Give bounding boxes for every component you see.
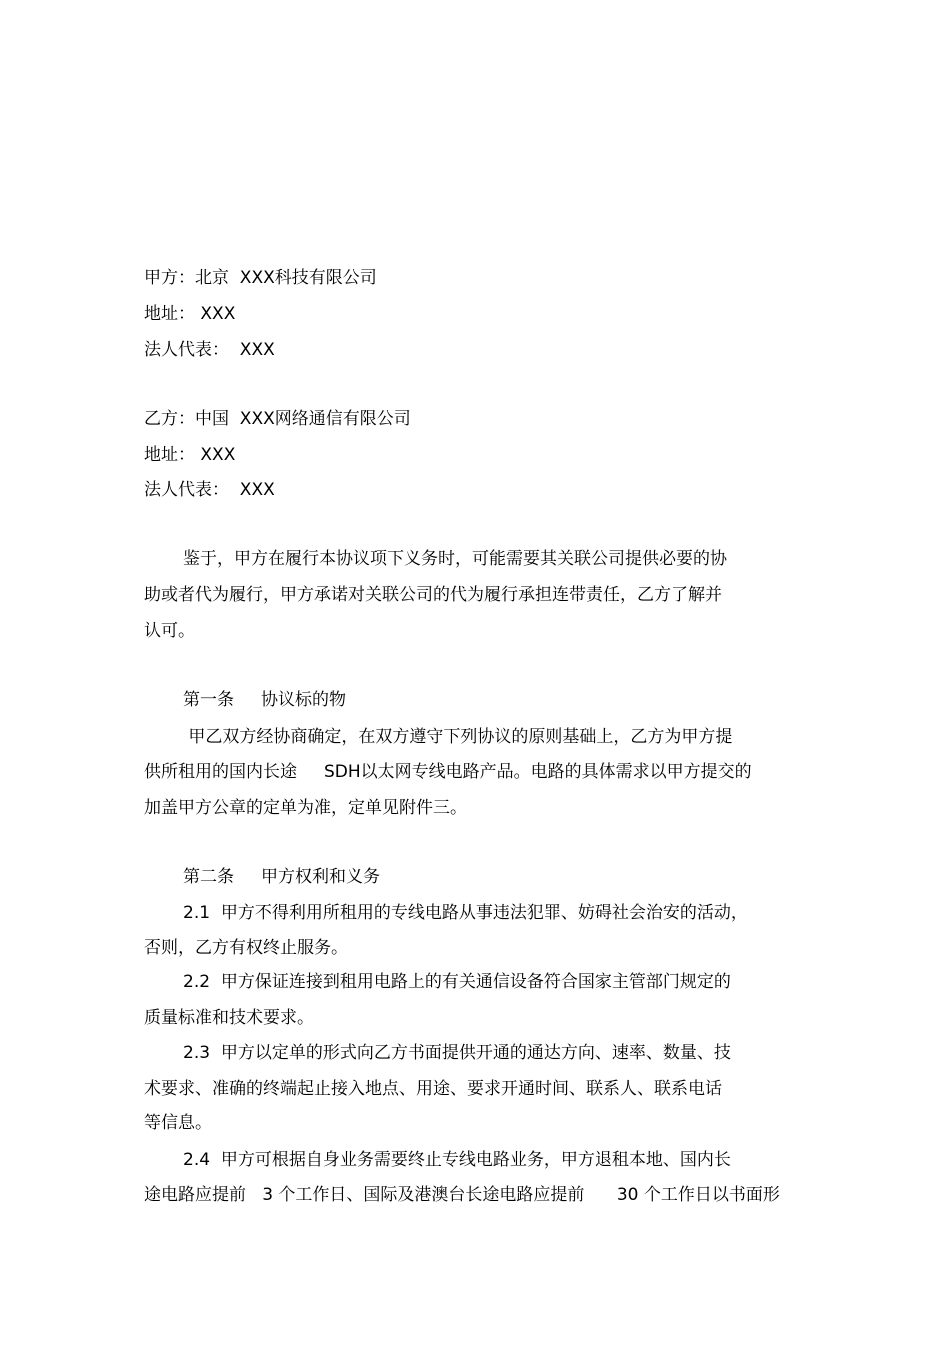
party-b-rep: 法人代表： XXX: [144, 480, 275, 500]
preamble-line: 认可。: [144, 621, 195, 641]
article1-line: 甲乙双方经协商确定，在双方遵守下列协议的原则基础上，乙方为甲方提: [183, 727, 733, 747]
article1-line: 供所租用的国内长途 SDH以太网专线电路产品。电路的具体需求以甲方提交的: [144, 762, 752, 782]
clause-2-1: 2.1 甲方不得利用所租用的专线电路从事违法犯罪、妨碍社会治安的活动，: [183, 903, 748, 923]
party-b-address: 地址： XXX: [144, 445, 236, 465]
party-a-address: 地址： XXX: [144, 304, 236, 324]
clause-2-3: 2.3 甲方以定单的形式向乙方书面提供开通的通达方向、速率、数量、技: [183, 1043, 731, 1063]
party-a-name: 甲方：北京 XXX科技有限公司: [144, 268, 377, 288]
clause-2-2: 2.2 甲方保证连接到租用电路上的有关通信设备符合国家主管部门规定的: [183, 972, 731, 992]
preamble-line: 鉴于，甲方在履行本协议项下义务时，可能需要其关联公司提供必要的协: [183, 549, 727, 569]
article2-heading: 第二条 甲方权利和义务: [183, 867, 381, 887]
clause-2-2-cont: 质量标准和技术要求。: [144, 1008, 314, 1028]
article1-line: 加盖甲方公章的定单为准，定单见附件三。: [144, 798, 467, 818]
preamble-line: 助或者代为履行，甲方承诺对关联公司的代为履行承担连带责任，乙方了解并: [144, 585, 722, 605]
party-b-name: 乙方：中国 XXX网络通信有限公司: [144, 409, 411, 429]
clause-2-3-cont: 等信息。: [144, 1113, 212, 1133]
party-a-rep: 法人代表： XXX: [144, 340, 275, 360]
clause-2-4-cont: 途电路应提前 3 个工作日、国际及港澳台长途电路应提前 30 个工作日以书面形: [144, 1185, 780, 1205]
clause-2-1-cont: 否则，乙方有权终止服务。: [144, 938, 348, 958]
article1-heading: 第一条 协议标的物: [183, 690, 347, 710]
clause-2-4: 2.4 甲方可根据自身业务需要终止专线电路业务，甲方退租本地、国内长: [183, 1150, 731, 1170]
clause-2-3-cont: 术要求、准确的终端起止接入地点、用途、要求开通时间、联系人、联系电话: [144, 1079, 722, 1099]
